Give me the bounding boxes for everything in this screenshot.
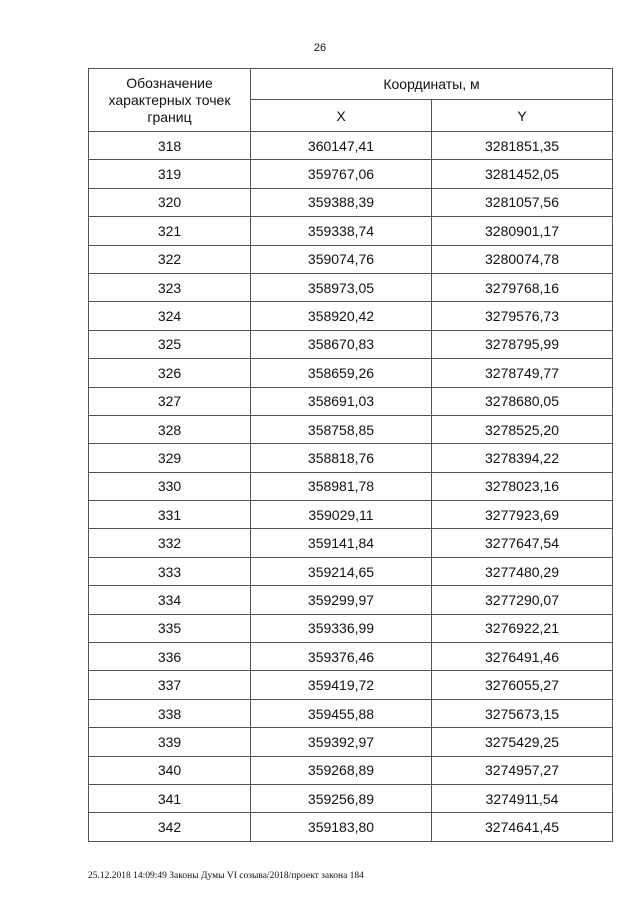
table-row bbox=[89, 643, 613, 671]
coordinates-table bbox=[88, 68, 613, 842]
point-cell: 327 bbox=[89, 387, 251, 415]
table-row bbox=[89, 557, 613, 585]
y-cell: 3278749,77 bbox=[432, 359, 613, 387]
point-cell: 326 bbox=[89, 359, 251, 387]
point-cell: 329 bbox=[89, 444, 251, 472]
point-cell: 339 bbox=[89, 728, 251, 756]
header-x: X bbox=[251, 100, 432, 132]
y-cell: 3278525,20 bbox=[432, 415, 613, 443]
y-cell: 3280074,78 bbox=[432, 245, 613, 273]
table-header bbox=[89, 69, 613, 132]
x-cell: 359388,39 bbox=[251, 188, 432, 216]
table-row bbox=[89, 359, 613, 387]
x-cell: 358691,03 bbox=[251, 387, 432, 415]
x-cell: 358670,83 bbox=[251, 330, 432, 358]
y-cell: 3279576,73 bbox=[432, 302, 613, 330]
table-row bbox=[89, 501, 613, 529]
x-cell: 359029,11 bbox=[251, 501, 432, 529]
header-point-designation: Обозначение характерных точек границ bbox=[89, 69, 251, 132]
y-cell: 3274957,27 bbox=[432, 756, 613, 784]
y-cell: 3281452,05 bbox=[432, 160, 613, 188]
point-cell: 328 bbox=[89, 415, 251, 443]
x-cell: 358920,42 bbox=[251, 302, 432, 330]
point-cell: 320 bbox=[89, 188, 251, 216]
table-row bbox=[89, 728, 613, 756]
point-cell: 341 bbox=[89, 784, 251, 812]
y-cell: 3281057,56 bbox=[432, 188, 613, 216]
y-cell: 3280901,17 bbox=[432, 217, 613, 245]
y-cell: 3277290,07 bbox=[432, 586, 613, 614]
point-cell: 324 bbox=[89, 302, 251, 330]
point-cell: 322 bbox=[89, 245, 251, 273]
y-cell: 3276055,27 bbox=[432, 671, 613, 699]
point-cell: 323 bbox=[89, 273, 251, 301]
y-cell: 3279768,16 bbox=[432, 273, 613, 301]
x-cell: 358818,76 bbox=[251, 444, 432, 472]
table-row bbox=[89, 132, 613, 160]
y-cell: 3275429,25 bbox=[432, 728, 613, 756]
x-cell: 359074,76 bbox=[251, 245, 432, 273]
x-cell: 359268,89 bbox=[251, 756, 432, 784]
x-cell: 359256,89 bbox=[251, 784, 432, 812]
x-cell: 359767,06 bbox=[251, 160, 432, 188]
table-row bbox=[89, 699, 613, 727]
table-row bbox=[89, 614, 613, 642]
x-cell: 359392,97 bbox=[251, 728, 432, 756]
point-cell: 337 bbox=[89, 671, 251, 699]
y-cell: 3281851,35 bbox=[432, 132, 613, 160]
point-cell: 336 bbox=[89, 643, 251, 671]
point-cell: 325 bbox=[89, 330, 251, 358]
y-cell: 3276922,21 bbox=[432, 614, 613, 642]
x-cell: 359183,80 bbox=[251, 813, 432, 841]
table-row bbox=[89, 188, 613, 216]
page-number: 26 bbox=[313, 42, 327, 54]
point-cell: 321 bbox=[89, 217, 251, 245]
point-cell: 319 bbox=[89, 160, 251, 188]
y-cell: 3277923,69 bbox=[432, 501, 613, 529]
table-row bbox=[89, 415, 613, 443]
table-row bbox=[89, 160, 613, 188]
table-row bbox=[89, 784, 613, 812]
point-cell: 334 bbox=[89, 586, 251, 614]
y-cell: 3276491,46 bbox=[432, 643, 613, 671]
y-cell: 3274911,54 bbox=[432, 784, 613, 812]
x-cell: 359214,65 bbox=[251, 557, 432, 585]
table-row bbox=[89, 472, 613, 500]
y-cell: 3278394,22 bbox=[432, 444, 613, 472]
table-body bbox=[89, 132, 613, 842]
y-cell: 3278795,99 bbox=[432, 330, 613, 358]
x-cell: 359141,84 bbox=[251, 529, 432, 557]
point-cell: 332 bbox=[89, 529, 251, 557]
table-row bbox=[89, 245, 613, 273]
x-cell: 359336,99 bbox=[251, 614, 432, 642]
header-coordinates: Координаты, м bbox=[251, 69, 613, 100]
point-cell: 340 bbox=[89, 756, 251, 784]
x-cell: 359419,72 bbox=[251, 671, 432, 699]
point-cell: 331 bbox=[89, 501, 251, 529]
point-cell: 338 bbox=[89, 699, 251, 727]
footer-stamp: 25.12.2018 14:09:49 Законы Думы VI созыва/2018/проект закона 184 bbox=[88, 871, 364, 881]
x-cell: 358981,78 bbox=[251, 472, 432, 500]
table-row bbox=[89, 330, 613, 358]
table-row bbox=[89, 671, 613, 699]
table-row bbox=[89, 444, 613, 472]
x-cell: 359299,97 bbox=[251, 586, 432, 614]
x-cell: 358659,26 bbox=[251, 359, 432, 387]
y-cell: 3275673,15 bbox=[432, 699, 613, 727]
x-cell: 358973,05 bbox=[251, 273, 432, 301]
y-cell: 3278680,05 bbox=[432, 387, 613, 415]
x-cell: 360147,41 bbox=[251, 132, 432, 160]
y-cell: 3277480,29 bbox=[432, 557, 613, 585]
point-cell: 335 bbox=[89, 614, 251, 642]
x-cell: 358758,85 bbox=[251, 415, 432, 443]
table-row bbox=[89, 529, 613, 557]
table-row bbox=[89, 586, 613, 614]
table-row bbox=[89, 217, 613, 245]
x-cell: 359455,88 bbox=[251, 699, 432, 727]
y-cell: 3274641,45 bbox=[432, 813, 613, 841]
y-cell: 3277647,54 bbox=[432, 529, 613, 557]
table-row bbox=[89, 387, 613, 415]
point-cell: 333 bbox=[89, 557, 251, 585]
table-row bbox=[89, 273, 613, 301]
y-cell: 3278023,16 bbox=[432, 472, 613, 500]
point-cell: 318 bbox=[89, 132, 251, 160]
x-cell: 359376,46 bbox=[251, 643, 432, 671]
header-y: Y bbox=[432, 100, 613, 132]
table-row bbox=[89, 813, 613, 841]
x-cell: 359338,74 bbox=[251, 217, 432, 245]
point-cell: 342 bbox=[89, 813, 251, 841]
point-cell: 330 bbox=[89, 472, 251, 500]
table-row bbox=[89, 302, 613, 330]
table-row bbox=[89, 756, 613, 784]
